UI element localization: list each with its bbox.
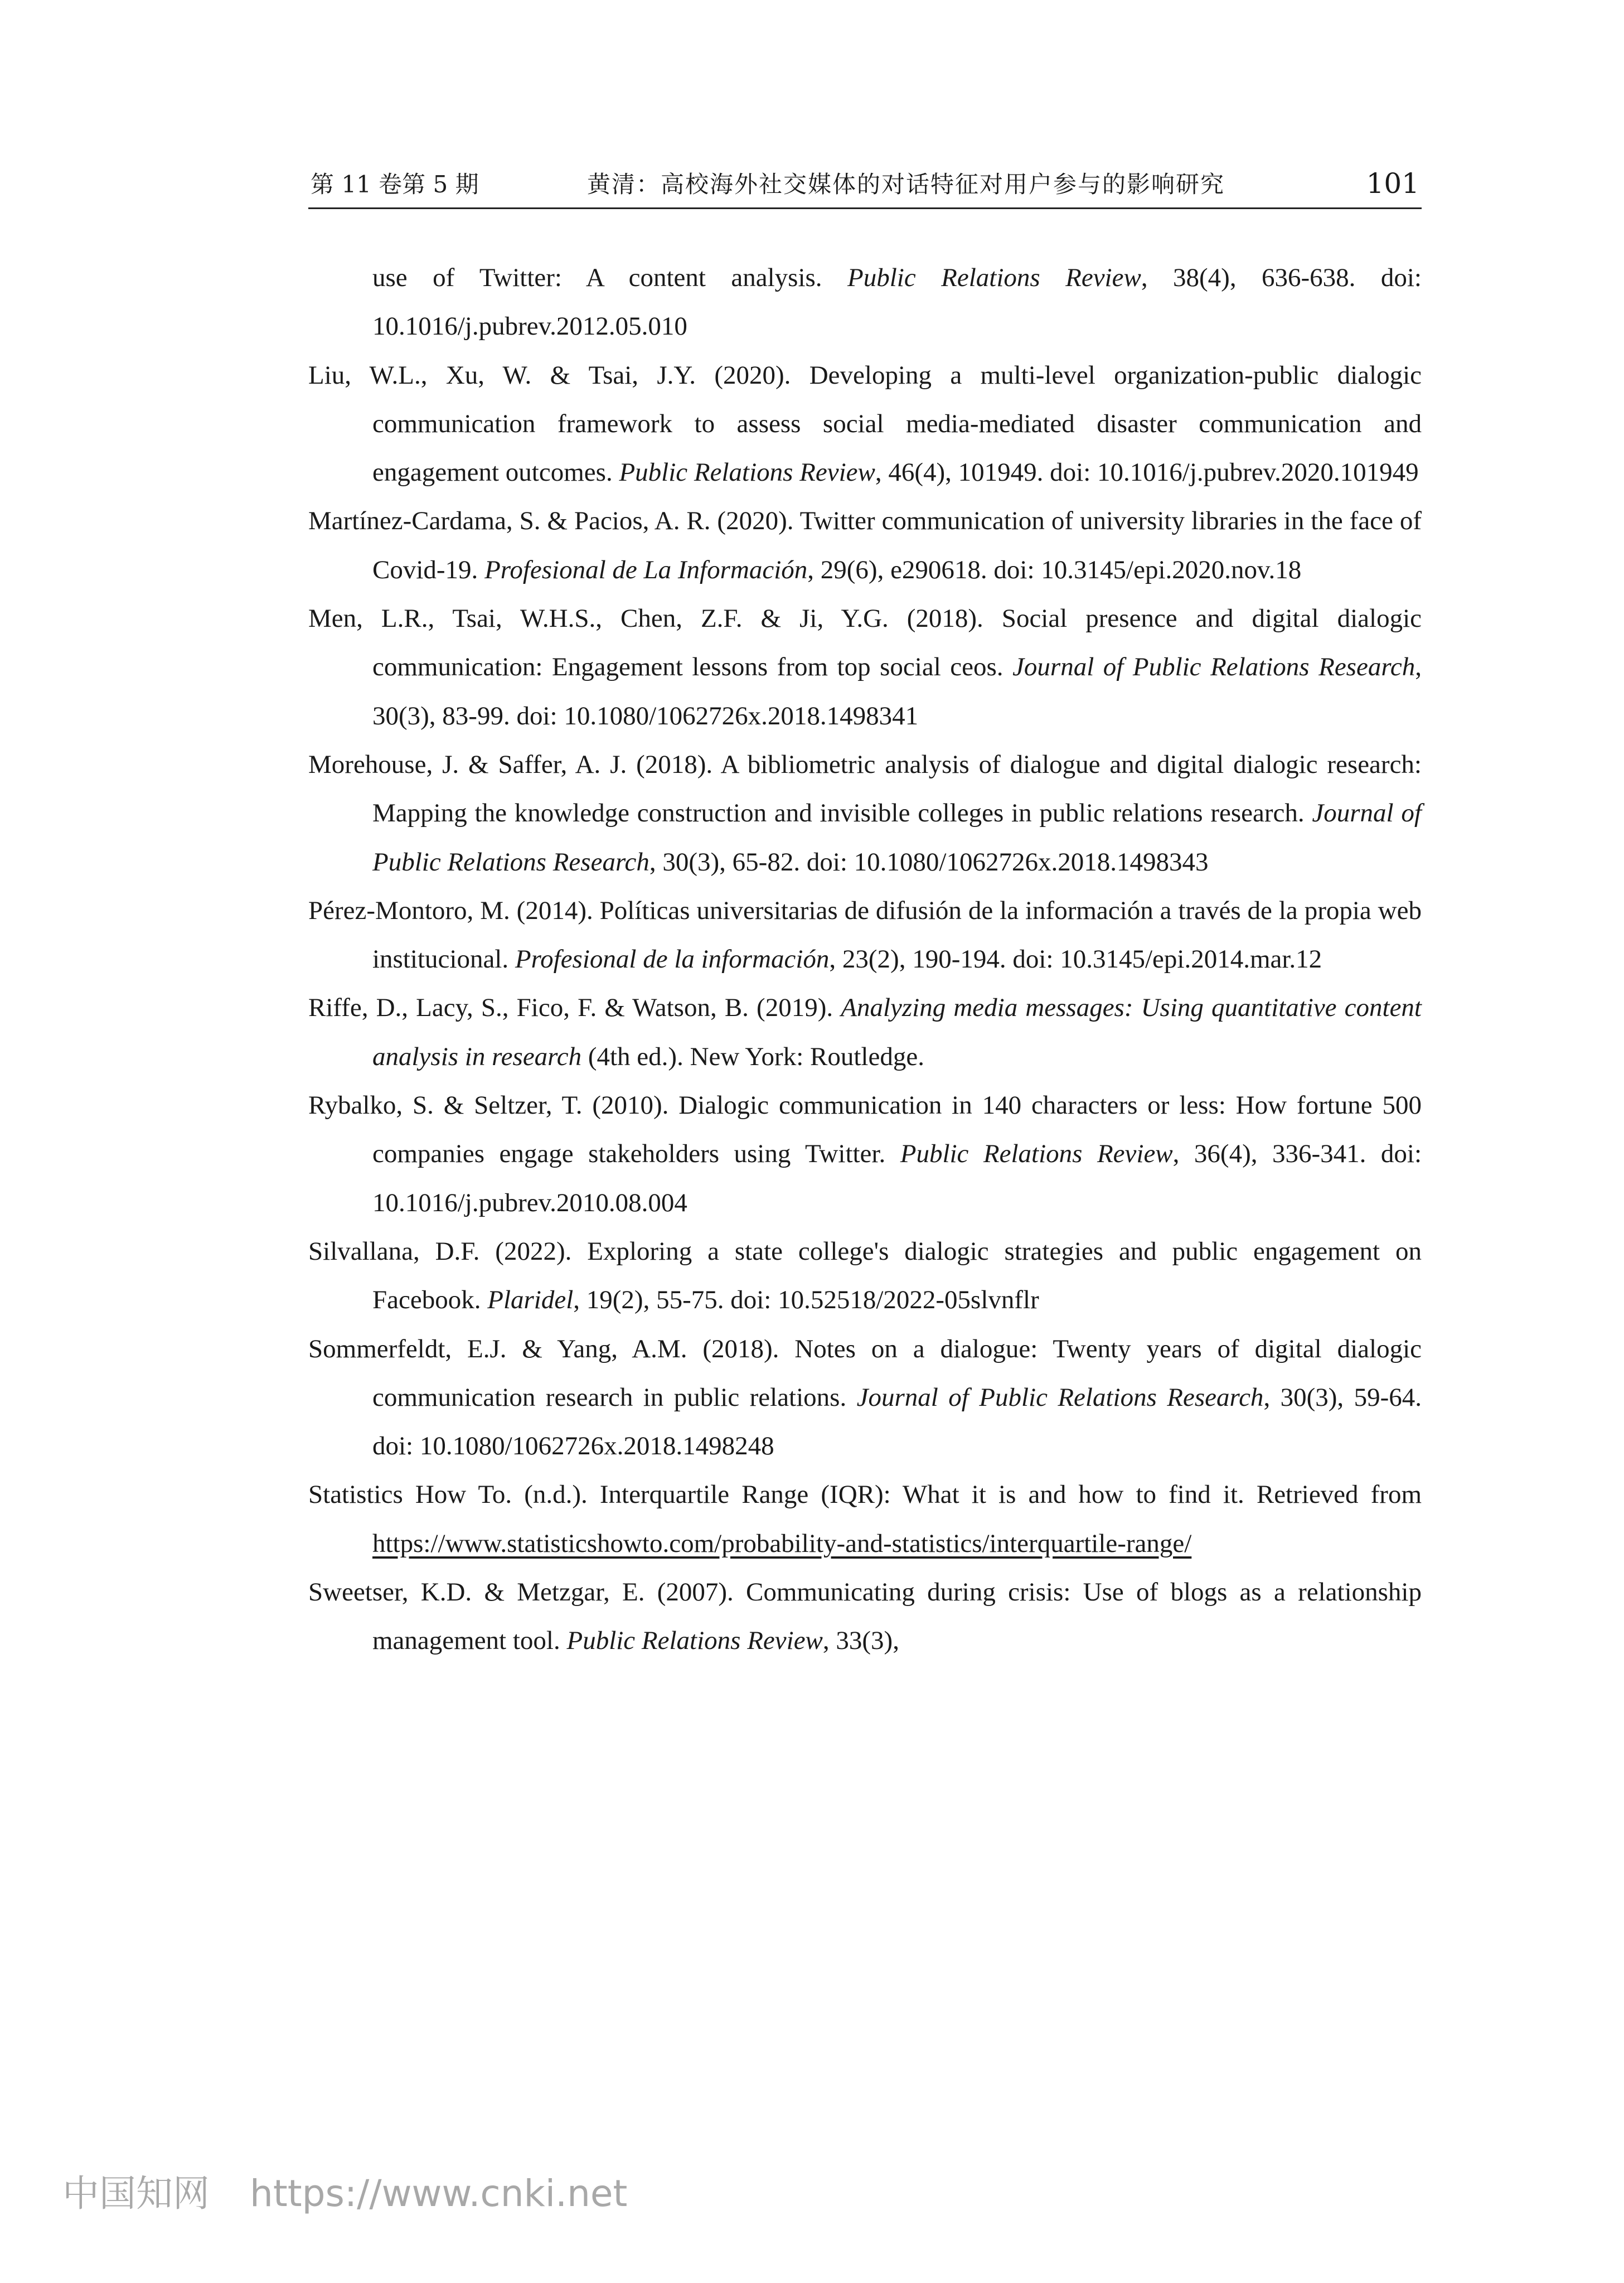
reference-source-title: Public Relations Review (900, 1139, 1173, 1169)
watermark-brand: 中国知网 (62, 2172, 210, 2215)
reference-details: , 30(3), 59-64. doi: 10.1080/1062726x.2018.1498248 (372, 1382, 1422, 1461)
running-header (308, 167, 1422, 209)
reference-text: Rybalko, S. & Seltzer, T. (2010). Dialogic communication in 140 characters or less: How fortune 500 companies engage stakeholders using Twitter. (308, 1091, 1422, 1169)
reference-text: Sweetser, K.D. & Metzgar, E. (2007). Communicating during crisis: Use of blogs as a relationship management tool. (308, 1578, 1422, 1656)
reference-entry (308, 594, 1422, 741)
reference-text: Sommerfeldt, E.J. & Yang, A.M. (2018). Notes on a dialogue: Twenty years of digital dialogic communication research in public relations. (308, 1334, 1422, 1412)
page-number: 101 (1366, 167, 1419, 200)
reference-details: , 30(3), 65-82. doi: 10.1080/1062726x.2018.1498343 (649, 847, 1209, 877)
reference-source-title: Plaridel (487, 1285, 574, 1315)
reference-source-title: Journal of Public Relations Research (372, 799, 1422, 877)
reference-details: (4th ed.). New York: Routledge. (581, 1042, 924, 1071)
running-title: 黄清：高校海外社交媒体的对话特征对用户参与的影响研究 (587, 171, 1225, 198)
reference-source-title: Journal of Public Relations Research (856, 1382, 1264, 1412)
reference-source-title: Public Relations Review (566, 1626, 823, 1656)
reference-entry (308, 497, 1422, 594)
reference-details: , 36(4), 336-341. doi: 10.1016/j.pubrev.2010.08.004 (372, 1139, 1422, 1217)
cnki-watermark (62, 2164, 627, 2217)
reference-entry (308, 887, 1422, 984)
reference-source-title: Profesional de La Información (484, 555, 808, 584)
reference-entry (308, 1568, 1422, 1666)
reference-entry (308, 1325, 1422, 1471)
reference-entry (308, 984, 1422, 1081)
reference-entry (308, 1227, 1422, 1325)
reference-source-title: Public Relations Review (619, 458, 875, 487)
reference-entry (308, 741, 1422, 887)
reference-source-title: Journal of Public Relations Research (1012, 652, 1415, 682)
reference-text: use of Twitter: A content analysis. (372, 263, 848, 292)
reference-details: , 33(3), (822, 1626, 899, 1656)
reference-source-title: Profesional de la información (515, 945, 830, 974)
reference-details: , 29(6), e290618. doi: 10.3145/epi.2020.nov.18 (807, 555, 1302, 584)
reference-text: Pérez-Montoro, M. (2014). Políticas universitarias de difusión de la información a través de la propia web institucional. (308, 896, 1422, 974)
reference-text: Morehouse, J. & Saffer, A. J. (2018). A bibliometric analysis of dialogue and digital dialogic research: Mapping the knowledge construction and invisible colleges in public relations research. (308, 749, 1422, 828)
reference-entry (308, 1471, 1422, 1568)
reference-source-title: Public Relations Review (847, 263, 1141, 292)
reference-source-title: Analyzing media messages: Using quantitative content analysis in research (372, 993, 1422, 1071)
reference-text: Liu, W.L., Xu, W. & Tsai, J.Y. (2020). Developing a multi-level organization-public dialogic communication framework to assess social media-mediated disaster communication and engagement outcomes. (308, 360, 1422, 487)
reference-text: Riffe, D., Lacy, S., Fico, F. & Watson, B. (2019). (308, 993, 841, 1023)
reference-details: , 38(4), 636-638. doi: 10.1016/j.pubrev.2012.05.010 (372, 263, 1422, 341)
watermark-url: https://www.cnki.net (250, 2172, 628, 2215)
reference-entry (308, 254, 1422, 351)
reference-url-link[interactable]: https://www.statisticshowto.com/probability-and-statistics/interquartile-range/ (372, 1529, 1192, 1558)
volume-issue: 第 11 卷第 5 期 (311, 171, 479, 198)
reference-text: Silvallana, D.F. (2022). Exploring a state college's dialogic strategies and public engagement on Facebook. (308, 1236, 1422, 1315)
reference-entry (308, 1081, 1422, 1227)
reference-details: , 23(2), 190-194. doi: 10.3145/epi.2014.mar.12 (829, 945, 1322, 974)
reference-details: , 19(2), 55-75. doi: 10.52518/2022-05slvnflr (573, 1285, 1039, 1315)
reference-text: Statistics How To. (n.d.). Interquartile Range (IQR): What it is and how to find it. Retrieved from (308, 1480, 1422, 1510)
reference-list (308, 254, 1422, 1666)
reference-details: , 46(4), 101949. doi: 10.1016/j.pubrev.2020.101949 (875, 458, 1419, 487)
reference-entry (308, 351, 1422, 497)
reference-text: Men, L.R., Tsai, W.H.S., Chen, Z.F. & Ji, Y.G. (2018). Social presence and digital dialogic communication: Engagement lessons from top social ceos. (308, 604, 1422, 682)
reference-details: , 30(3), 83-99. doi: 10.1080/1062726x.2018.1498341 (372, 652, 1422, 731)
reference-text: Martínez-Cardama, S. & Pacios, A. R. (2020). Twitter communication of university libraries in the face of Covid-19. (308, 506, 1422, 584)
